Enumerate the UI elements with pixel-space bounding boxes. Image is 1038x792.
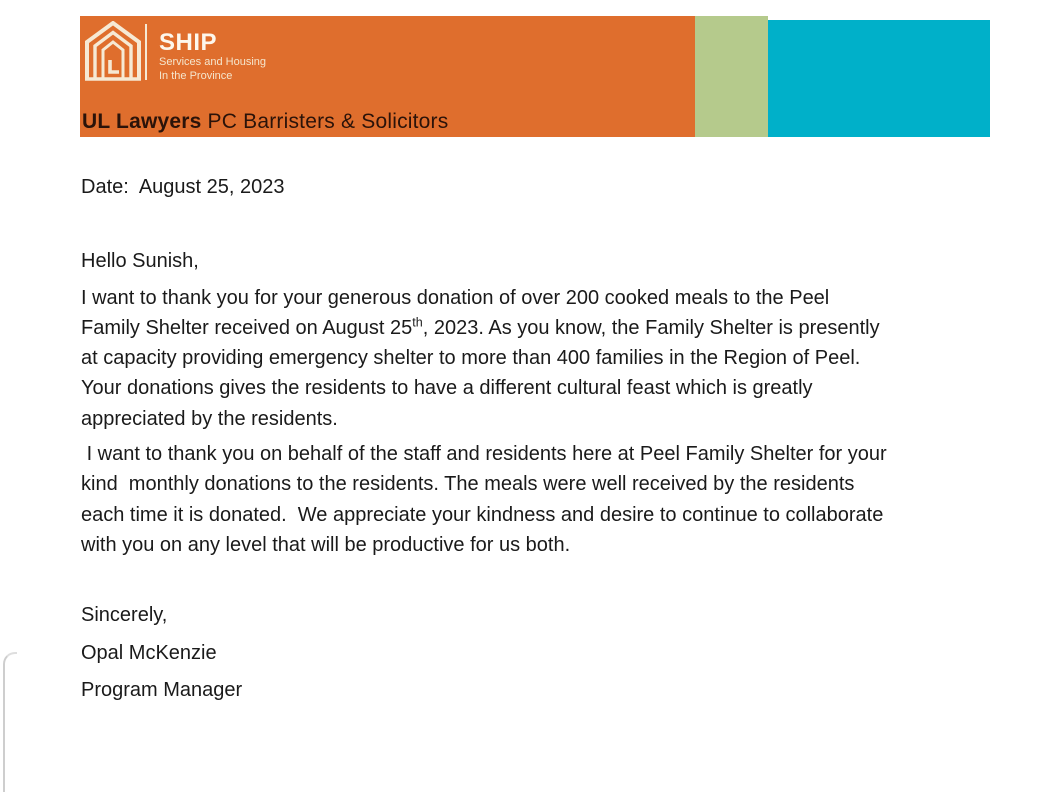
header-banner	[80, 16, 990, 137]
org-title-bold: UL Lawyers	[82, 110, 202, 133]
body-line: I want to thank you on behalf of the staff and residents here at Peel Family Shelter for your	[81, 443, 887, 466]
ordinal-superscript: th	[412, 315, 423, 330]
ship-logo	[84, 21, 266, 83]
body-line: Your donations gives the residents to have a different cultural feast which is greatly	[81, 377, 813, 400]
signature-title: Program Manager	[81, 678, 243, 701]
body-line: each time it is donated. We appreciate your kindness and desire to continue to collaborate	[81, 503, 884, 526]
page-edge-artifact	[3, 652, 17, 792]
ship-subtitle-line1: Services and Housing	[159, 56, 267, 68]
header-teal-block	[768, 20, 990, 137]
logo-divider	[145, 24, 147, 80]
greeting: Hello Sunish,	[81, 250, 199, 273]
body-line: I want to thank you for your generous donation of over 200 cooked meals to the Peel	[81, 286, 830, 309]
body-line: appreciated by the residents.	[81, 407, 338, 430]
body-line: kind monthly donations to the residents. The meals were well received by the residents	[81, 473, 855, 496]
closing: Sincerely,	[81, 604, 168, 627]
ship-wordmark: SHIP	[159, 29, 218, 56]
org-title	[82, 110, 448, 134]
line2-text-before: Family Shelter received on August 25	[81, 316, 413, 339]
nested-house-icon	[84, 21, 142, 81]
body-line: with you on any level that will be productive for us both.	[81, 533, 571, 556]
body-line	[81, 313, 1031, 343]
header-orange-block	[80, 16, 695, 137]
logo-text	[159, 31, 266, 83]
paragraph-1	[81, 283, 1031, 434]
header-green-block	[695, 16, 768, 137]
paragraph-2	[81, 439, 1031, 560]
body-line: at capacity providing emergency shelter to more than 400 families in the Region of Peel.	[81, 347, 861, 370]
signature-name: Opal McKenzie	[81, 641, 217, 664]
line2-text-after: , 2023. As you know, the Family Shelter is presently	[422, 316, 880, 339]
org-title-rest: PC Barristers & Solicitors	[201, 110, 449, 133]
letter-body	[81, 172, 1031, 705]
date-line: Date: August 25, 2023	[81, 176, 285, 198]
ship-subtitle-line2: In the Province	[159, 70, 233, 82]
